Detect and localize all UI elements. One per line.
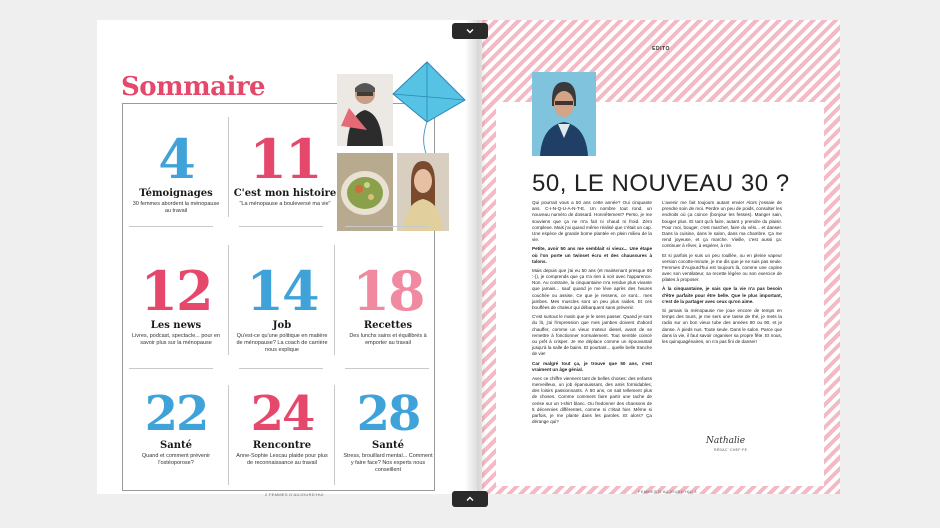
edito-column-1 <box>532 200 652 428</box>
photo-man-fan <box>337 74 393 146</box>
toc-item-28[interactable] <box>336 386 440 474</box>
edito-column-2 <box>662 200 782 348</box>
paragraph <box>532 246 652 265</box>
toc-number: 28 <box>356 386 420 442</box>
signature: Nathalie <box>706 436 746 446</box>
chevron-up-icon <box>465 494 475 504</box>
paragraph: Qui pourrait vous a 50 ans cette année? Oui cinquante ans. C-I-N-Q-U-A-N-T-E. Un nombre tout rond, un nouveau numéro de dossard. Honnêtement? Perso, je me souviens que ça ne m'a fait ni chaud ni froid. Zéro complexe. Mais j'ai quand même réalisé que c'était un cap. Une espèce de grande borne plantée en plein milieu de la vie. <box>532 200 652 243</box>
toc-title: Les news <box>150 320 202 331</box>
toc-item-18[interactable] <box>336 259 440 347</box>
chevron-down-icon <box>465 26 475 36</box>
right-page-footer: FEMMES D'AUJOURD'HUI 3 <box>638 489 697 494</box>
toc-desc: Livres, podcast, spectacle... pour en savoir plus sur la ménopause <box>131 333 221 347</box>
toc-divider-v5 <box>334 385 335 485</box>
toc-desc: Anne-Sophie Lescau plaide pour plus de reconnaissance au travail <box>236 453 328 467</box>
left-page-footer: 2 FEMMES D'AUJOURD'HUI <box>265 492 324 497</box>
book-spine <box>465 20 485 494</box>
toc-desc: Des lunchs sains et équilibrés à emporter au travail <box>349 333 427 347</box>
toc-divider-h1 <box>129 226 213 227</box>
paragraph: C'est surtout le matin que je le sens passer. Quand je sors du lit, j'ai l'impression que mes jambes doivent d'abord chauffer, comme un vieux moteur diesel, avant de se remettre à fonctionner normalement. Tout semble coincé ou prêt à crisper. Je me déplace comme un épouvantail jusqu'à la salle de bains. Et pourtant... quelle belle tranche de vie! <box>532 314 652 357</box>
toc-divider-v3 <box>334 245 335 355</box>
paragraph <box>532 361 652 373</box>
toc-divider-h6 <box>345 368 429 369</box>
toc-number: 18 <box>352 259 424 323</box>
photo-woman <box>397 153 449 231</box>
toc-title: C'est mon histoire <box>233 188 337 199</box>
paragraph: Si jamais la ménopause me joue encore de temps en temps des tours, je me sers une tasse de thé, je mets la radio sur un bon vieux tube des années 80 ou 90, et je danse. À pieds nus. Toute seule. Dans le salon. Parce que dans la vie, il faut savoir organiser sa propre fête. Et nous, les quinquagénaires, on n'a pas fini de danser! <box>662 308 782 344</box>
toc-desc: Qu'est-ce qu'une politique en matière de ménopause? La coach de carrière nous explique <box>236 333 328 354</box>
toc-divider-h5 <box>239 368 323 369</box>
right-page <box>482 20 840 494</box>
photo-food-salad <box>337 153 393 231</box>
toc-desc: Stress, brouillard mental... Comment y faire face? Nos experts nous conseillent <box>343 453 433 474</box>
toc-desc: "La ménopause a bouleversé ma vie" <box>239 201 331 207</box>
paragraph-bold: Petite, avoir 50 ans me semblait si vieux... Une étape où l'on porte un twinset écru et des chaussures à talons. <box>532 246 652 264</box>
toc-item-4[interactable] <box>124 127 228 215</box>
sommaire-heading: Sommaire <box>121 72 266 102</box>
edito-heading: 50, LE NOUVEAU 30 ? <box>532 170 790 197</box>
toc-title: Recettes <box>363 320 413 331</box>
toc-title: Santé <box>160 440 192 451</box>
toc-divider-v1 <box>228 117 229 217</box>
toc-divider-h4 <box>129 368 213 369</box>
toc-divider-v4 <box>228 385 229 485</box>
paragraph: Mais depuis que j'ai eu 50 ans (et maintenant presque 60 :-)), je comprends que ça n'a rien à voir avec l'apparence. Non. Au contraire, la cinquantaine m'a rendue plus vivante que jamais... sauf quand je me lève après des heures couchée ou assise. Ce que je ressens, ce sont... mes jambes. Mes muscles sont un peu plus raides. Et ces bouffées de chaleur qui débarquent sans prévenir. <box>532 267 652 310</box>
edito-label: EDITO <box>652 46 670 52</box>
toc-item-24[interactable] <box>230 386 334 467</box>
photo-editor <box>532 72 596 156</box>
toc-item-14[interactable] <box>230 259 334 354</box>
toc-number: 4 <box>158 127 194 191</box>
toc-divider-h2 <box>239 226 323 227</box>
toc-item-12[interactable] <box>124 259 228 347</box>
toc-number: 24 <box>250 386 314 442</box>
toc-number: 11 <box>249 127 321 191</box>
toc-desc: Quand et comment prévenir l'ostéoporose? <box>141 453 211 467</box>
left-page <box>97 20 477 497</box>
signature-role: RÉDAC' CHEF·FE <box>714 448 748 452</box>
toc-title: Rencontre <box>252 440 312 451</box>
paragraph-bold: À la cinquantaine, je sais que la vie n'a pas besoin d'être parfaite pour être belle. Que le plus important, c'est de la partager avec ceux qu'on aime. <box>662 286 782 304</box>
toc-title: Santé <box>372 440 404 451</box>
next-page-button[interactable] <box>452 23 488 39</box>
toc-desc: 30 femmes abordent la ménopause au travail <box>132 201 220 215</box>
toc-divider-h3 <box>345 226 429 227</box>
toc-title: Job <box>272 320 292 331</box>
paragraph: Et si parfois je suis un peu rouillée, ou en pleine vapeur version cocotte-minute, je me dis que je ne suis pas seule. Femmes d'Aujourd'hui est toujours là, comme une copine avec son ventilateur, sa recette légère ou son exercice de pilates à proposer. <box>662 252 782 283</box>
previous-page-button[interactable] <box>452 491 488 507</box>
toc-number: 22 <box>144 386 208 442</box>
toc-item-22[interactable] <box>124 386 228 467</box>
toc-item-11[interactable] <box>233 127 337 208</box>
paragraph-bold: Car malgré tout ça, je trouve que 50 ans, c'est vraiment un âge génial. <box>532 360 652 372</box>
paragraph: Avec ce chiffre viennent tant de belles choses: des enfants merveilleux, un job épanouissant, des amis formidables, des loisirs passionnants. À 50 ans, on sait tellement plus de choses. Comme comment faire partir une tache de cerise sur un t-shirt blanc. Ou fredonner des chansons de 5 décennies différentes, comme si c'était hier. Même si parfois, je me plante dans les paroles. Et alors? Ça dérange qui? <box>532 375 652 425</box>
paragraph <box>662 286 782 305</box>
toc-number: 12 <box>140 259 212 323</box>
toc-title: Témoignages <box>139 188 213 199</box>
toc-number: 14 <box>246 259 318 323</box>
toc-divider-v2 <box>228 245 229 355</box>
paragraph: L'avenir me fait toujours autant envie! Alors j'essaie de prendre soin de moi. Perdre un peu de poids, consulter les endroits où ça coince (bonjour les fesses). Manger sain, bouger plus. Et tant qu'à faire, autant y prendre du plaisir. Pour moi, bouger, c'est marcher, faire du vélo... et danser. Dans la cuisine, dans le salon, dans ma chambre. Ça me rend joyeuse, et ça marche. Vieille, c'est aussi ça: continuer à rêver, à espérer, à rire. <box>662 200 782 249</box>
